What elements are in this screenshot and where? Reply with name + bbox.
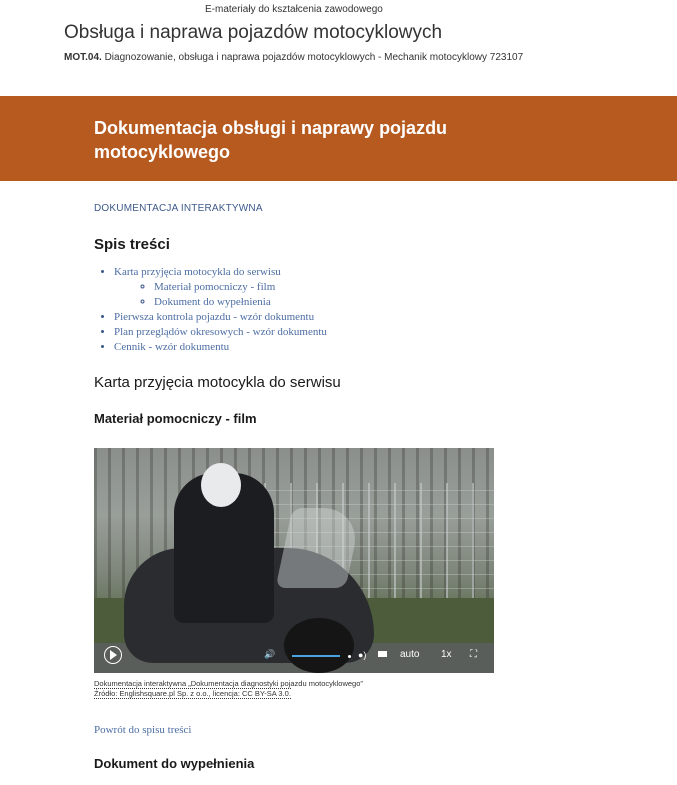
- audio-description-icon[interactable]: ●): [358, 650, 367, 660]
- subtitles-icon[interactable]: [378, 651, 387, 657]
- toc-subitem: [154, 280, 327, 295]
- volume-slider[interactable]: [292, 655, 340, 657]
- quality-selector[interactable]: auto: [400, 649, 420, 660]
- video-player[interactable]: [94, 448, 494, 673]
- site-title[interactable]: Obsługa i naprawa pojazdów motocyklowych: [64, 22, 443, 43]
- top-label: E-materiały do kształcenia zawodowego: [205, 4, 383, 15]
- toc-title: Spis treści: [94, 236, 170, 253]
- toc-link-dokument[interactable]: Dokument do wypełnienia: [154, 296, 271, 308]
- toc-link-plan-przegladow[interactable]: Plan przeglądów okresowych - wzór dokumentu: [114, 326, 327, 338]
- toc-item: [114, 265, 327, 310]
- toc-item: [114, 340, 327, 355]
- page-title: Dokumentacja obsługi i naprawy pojazdu motocyklowego: [94, 118, 448, 162]
- course-description: Diagnozowanie, obsługa i naprawa pojazdów motocyklowych - Mechanik motocyklowy 723107: [101, 52, 524, 63]
- back-to-toc-link[interactable]: Powrót do spisu treści: [94, 724, 192, 736]
- kicker-label: DOKUMENTACJA INTERAKTYWNA: [94, 203, 263, 214]
- caption-source: Źródło: Englishsquare.pl Sp. z o.o., licencja: CC BY-SA 3.0.: [94, 689, 291, 698]
- volume-slider-handle[interactable]: [348, 655, 351, 658]
- course-code: MOT.04.: [64, 52, 102, 63]
- play-icon[interactable]: [104, 646, 122, 664]
- toc-link-pierwsza-kontrola[interactable]: Pierwsza kontrola pojazdu - wzór dokumentu: [114, 311, 315, 323]
- fullscreen-icon[interactable]: ⛶: [470, 649, 477, 660]
- toc-item: [114, 310, 327, 325]
- video-frame-helmet: [201, 463, 241, 507]
- subsection-heading-document: Dokument do wypełnienia: [94, 756, 255, 771]
- volume-icon[interactable]: 🔊: [264, 649, 276, 659]
- caption-title: Dokumentacja interaktywna „Dokumentacja diagnostyki pojazdu motocyklowego”: [94, 679, 363, 688]
- subsection-heading-film: Materiał pomocniczy - film: [94, 411, 257, 426]
- video-controls: [94, 645, 494, 669]
- section-heading: Karta przyjęcia motocykla do serwisu: [94, 374, 341, 391]
- toc-link-material-film[interactable]: Materiał pomocniczy - film: [154, 281, 276, 293]
- table-of-contents: [94, 265, 327, 355]
- toc-subitem: [154, 295, 327, 310]
- speed-selector[interactable]: 1x: [441, 649, 452, 660]
- toc-link-cennik[interactable]: Cennik - wzór dokumentu: [114, 341, 230, 353]
- toc-item: [114, 325, 327, 340]
- video-caption: [94, 679, 363, 699]
- toc-link-karta-przyjecia[interactable]: Karta przyjęcia motocykla do serwisu: [114, 266, 281, 278]
- course-subtitle: [64, 52, 523, 63]
